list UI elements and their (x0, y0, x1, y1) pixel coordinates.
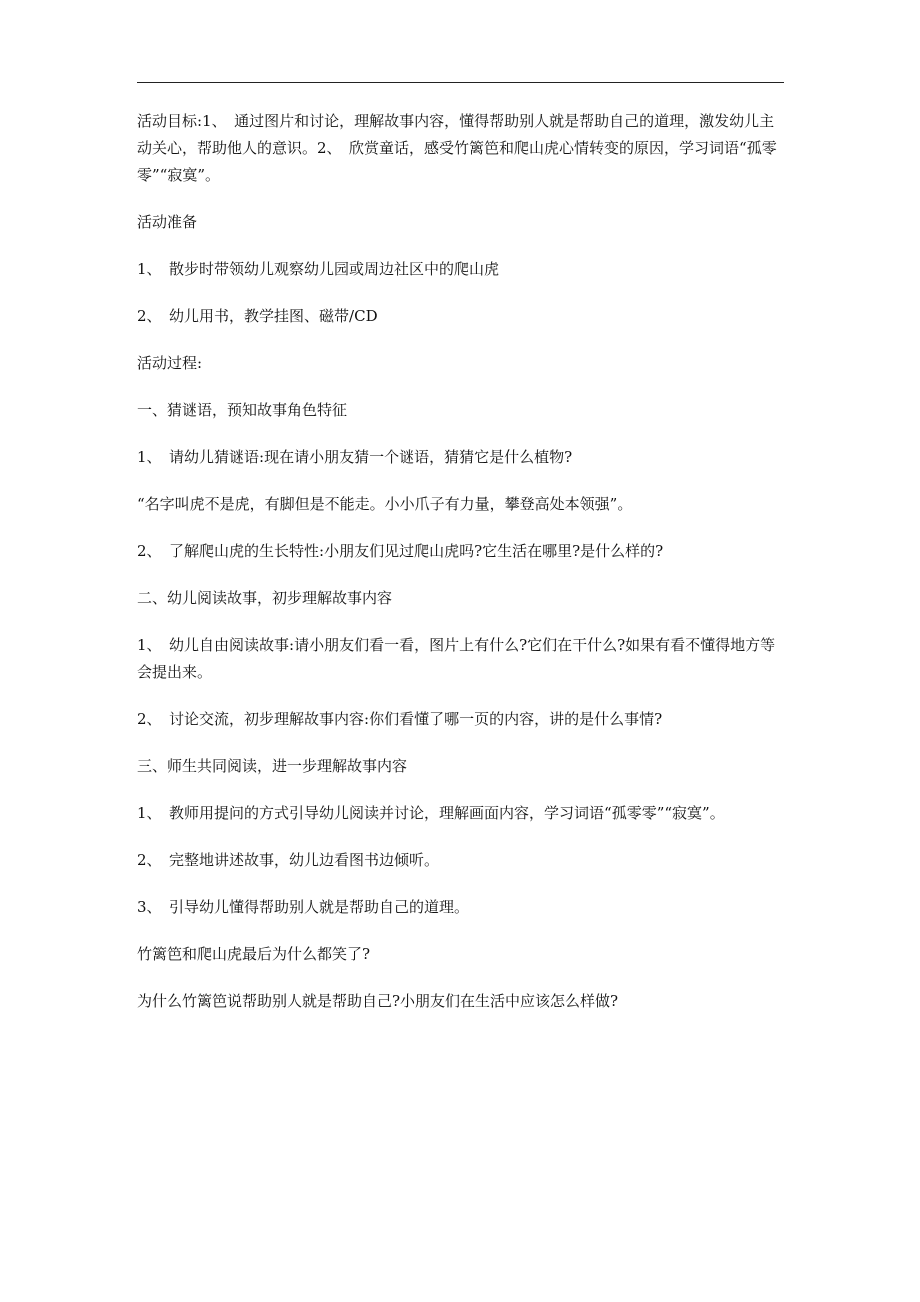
step-heading-shared-reading: 三、师生共同阅读，进一步理解故事内容 (137, 757, 408, 775)
activity-goals-paragraph: 活动目标:1、 通过图片和讨论，理解故事内容，懂得帮助别人就是帮助自己的道理，激发幼儿主动关心，帮助他人的意识。2、 欣赏童话，感受竹篱笆和爬山虎心情转变的原因，学习词语“孤零零”“寂寞”。 (137, 112, 777, 184)
riddle-text: “名字叫虎不是虎，有脚但是不能走。小小爪子有力量，攀登高处本领强”。 (137, 495, 633, 513)
riddle-item-1: 1、 请幼儿猜谜语:现在请小朋友猜一个谜语，猜猜它是什么植物? (137, 448, 573, 466)
step-heading-riddle: 一、猜谜语，预知故事角色特征 (137, 401, 348, 419)
question-1: 竹篱笆和爬山虎最后为什么都笑了? (137, 945, 371, 963)
header-rule (137, 82, 784, 83)
section-heading-preparation: 活动准备 (137, 213, 198, 231)
shared-reading-item-3: 3、 引导幼儿懂得帮助别人就是帮助自己的道理。 (137, 898, 470, 916)
reading-item-1: 1、 幼儿自由阅读故事:请小朋友们看一看，图片上有什么?它们在干什么?如果有看不懂得地方等会提出来。 (137, 636, 776, 681)
section-heading-process: 活动过程: (137, 354, 203, 372)
reading-item-2: 2、 讨论交流，初步理解故事内容:你们看懂了哪一页的内容，讲的是什么事情? (137, 710, 663, 728)
preparation-item-1: 1、 散步时带领幼儿观察幼儿园或周边社区中的爬山虎 (137, 260, 500, 278)
document-body (137, 108, 787, 1035)
shared-reading-item-1: 1、 教师用提问的方式引导幼儿阅读并讨论，理解画面内容，学习词语“孤零零”“寂寞”。 (137, 804, 725, 822)
shared-reading-item-2: 2、 完整地讲述故事，幼儿边看图书边倾听。 (137, 851, 440, 869)
question-2: 为什么竹篱笆说帮助别人就是帮助自己?小朋友们在生活中应该怎么样做? (137, 992, 619, 1010)
preparation-item-2: 2、 幼儿用书，教学挂图、磁带/CD (137, 307, 378, 325)
step-heading-reading: 二、幼儿阅读故事，初步理解故事内容 (137, 589, 393, 607)
riddle-item-2: 2、 了解爬山虎的生长特性:小朋友们见过爬山虎吗?它生活在哪里?是什么样的? (137, 542, 664, 560)
